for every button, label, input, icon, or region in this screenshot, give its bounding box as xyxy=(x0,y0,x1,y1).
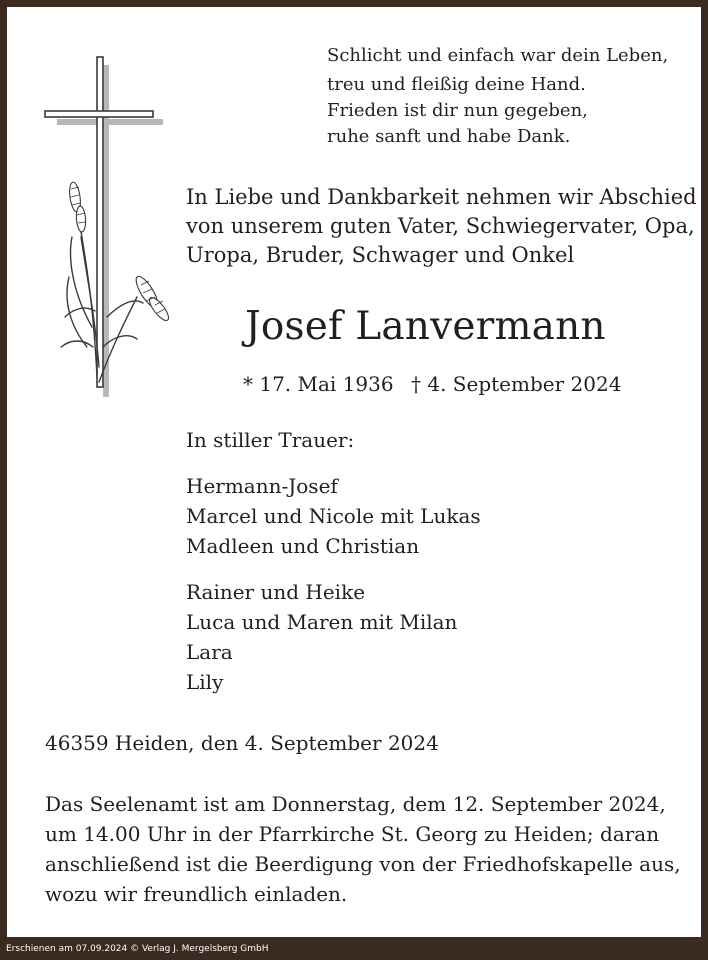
family-member: Marcel und Nicole mit Lukas xyxy=(186,504,481,528)
intro-line: von unserem guten Vater, Schwiegervater, Opa, xyxy=(186,214,695,238)
family-member: Madleen und Christian xyxy=(186,534,420,558)
service-line: wozu wir freundlich einladen. xyxy=(45,882,348,906)
poem-line: Frieden ist dir nun gegeben, xyxy=(327,100,588,121)
intro-line: In Liebe und Dankbarkeit nehmen wir Abschied xyxy=(186,185,697,209)
family-member: Lily xyxy=(186,670,224,694)
family-member: Lara xyxy=(186,640,233,664)
poem-line: ruhe sanft und habe Dank. xyxy=(327,126,571,147)
family-member: Rainer und Heike xyxy=(186,580,366,604)
mourning-label: In stiller Trauer: xyxy=(186,428,355,452)
service-line: anschließend ist die Beerdigung von der Friedhofskapelle aus, xyxy=(45,852,681,876)
poem-line: treu und fleißig deine Hand. xyxy=(327,74,586,95)
obituary-card xyxy=(7,7,701,937)
deceased-name: Josef Lanvermann xyxy=(245,304,606,349)
service-line: Das Seelenamt ist am Donnerstag, dem 12. September 2024, xyxy=(45,792,666,816)
place-date: 46359 Heiden, den 4. September 2024 xyxy=(45,731,439,755)
birth-date: * 17. Mai 1936 xyxy=(243,372,394,396)
poem-line: Schlicht und einfach war dein Leben, xyxy=(327,45,669,66)
service-line: um 14.00 Uhr in der Pfarrkirche St. Georg zu Heiden; daran xyxy=(45,822,660,846)
family-member: Hermann-Josef xyxy=(186,474,338,498)
publication-footer: Erschienen am 07.09.2024 © Verlag J. Mergelsberg GmbH xyxy=(6,944,269,954)
death-date: † 4. September 2024 xyxy=(411,372,622,396)
family-member: Luca und Maren mit Milan xyxy=(186,610,458,634)
intro-line: Uropa, Bruder, Schwager und Onkel xyxy=(186,243,575,267)
cross-with-wheat-icon xyxy=(37,47,187,397)
